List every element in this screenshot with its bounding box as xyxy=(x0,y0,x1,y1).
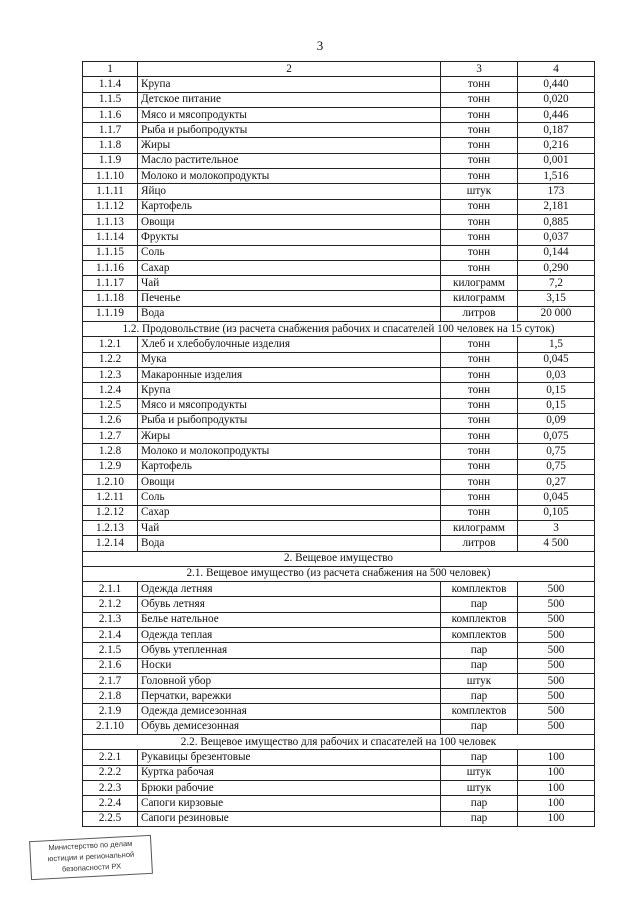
table-row xyxy=(83,811,595,826)
item-unit: тонн xyxy=(441,260,518,275)
item-quantity: 0,290 xyxy=(518,260,595,275)
item-unit: пар xyxy=(441,597,518,612)
item-unit: пар xyxy=(441,658,518,673)
table-row xyxy=(83,291,595,306)
item-unit: пар xyxy=(441,689,518,704)
item-number: 1.1.13 xyxy=(83,214,138,229)
item-name: Крупа xyxy=(138,77,441,92)
item-name: Сахар xyxy=(138,260,441,275)
item-quantity: 0,446 xyxy=(518,107,595,122)
item-quantity: 100 xyxy=(518,765,595,780)
table-row xyxy=(83,505,595,520)
item-number: 1.1.17 xyxy=(83,276,138,291)
item-name: Куртка рабочая xyxy=(138,765,441,780)
table-row xyxy=(83,306,595,321)
item-number: 1.1.12 xyxy=(83,199,138,214)
item-unit: тонн xyxy=(441,214,518,229)
item-name: Макаронные изделия xyxy=(138,367,441,382)
item-number: 2.1.2 xyxy=(83,597,138,612)
item-name: Детское питание xyxy=(138,92,441,107)
item-quantity: 100 xyxy=(518,796,595,811)
item-quantity: 0,144 xyxy=(518,245,595,260)
item-unit: тонн xyxy=(441,429,518,444)
item-unit: тонн xyxy=(441,367,518,382)
item-unit: килограмм xyxy=(441,276,518,291)
item-name: Брюки рабочие xyxy=(138,780,441,795)
item-number: 1.2.8 xyxy=(83,444,138,459)
item-quantity: 0,75 xyxy=(518,444,595,459)
table-row xyxy=(83,582,595,597)
item-name: Обувь летняя xyxy=(138,597,441,612)
item-number: 1.2.14 xyxy=(83,536,138,551)
item-name: Мука xyxy=(138,352,441,367)
table-row xyxy=(83,536,595,551)
item-unit: тонн xyxy=(441,230,518,245)
item-number: 1.1.4 xyxy=(83,77,138,92)
item-name: Яйцо xyxy=(138,184,441,199)
section-heading: 1.2. Продовольствие (из расчета снабжения рабочих и спасателей 100 человек на 15 суток) xyxy=(83,322,595,337)
item-quantity: 500 xyxy=(518,612,595,627)
stamp-line: юстиции и региональной xyxy=(47,849,135,864)
item-name: Вода xyxy=(138,306,441,321)
item-name: Перчатки, варежки xyxy=(138,689,441,704)
item-number: 1.2.5 xyxy=(83,398,138,413)
item-quantity: 173 xyxy=(518,184,595,199)
item-quantity: 0,09 xyxy=(518,413,595,428)
item-number: 2.1.9 xyxy=(83,704,138,719)
table-row xyxy=(83,383,595,398)
item-unit: тонн xyxy=(441,107,518,122)
item-unit: тонн xyxy=(441,153,518,168)
table-row xyxy=(83,444,595,459)
item-name: Рукавицы брезентовые xyxy=(138,750,441,765)
item-unit: штук xyxy=(441,673,518,688)
item-unit: литров xyxy=(441,306,518,321)
table-row xyxy=(83,490,595,505)
item-name: Головной убор xyxy=(138,673,441,688)
item-name: Белье нательное xyxy=(138,612,441,627)
item-name: Соль xyxy=(138,490,441,505)
item-number: 1.1.10 xyxy=(83,169,138,184)
item-quantity: 0,045 xyxy=(518,352,595,367)
item-quantity: 0,216 xyxy=(518,138,595,153)
item-quantity: 0,15 xyxy=(518,398,595,413)
item-number: 1.2.9 xyxy=(83,459,138,474)
header-col-2: 2 xyxy=(138,62,441,77)
item-unit: тонн xyxy=(441,123,518,138)
item-quantity: 100 xyxy=(518,811,595,826)
item-name: Мясо и мясопродукты xyxy=(138,107,441,122)
item-name: Одежда демисезонная xyxy=(138,704,441,719)
item-number: 2.1.3 xyxy=(83,612,138,627)
section-heading-row xyxy=(83,735,595,750)
table-row xyxy=(83,138,595,153)
item-name: Сапоги резиновые xyxy=(138,811,441,826)
item-unit: тонн xyxy=(441,459,518,474)
item-quantity: 7,2 xyxy=(518,276,595,291)
item-name: Овощи xyxy=(138,475,441,490)
item-unit: тонн xyxy=(441,505,518,520)
item-unit: литров xyxy=(441,536,518,551)
item-quantity: 0,037 xyxy=(518,230,595,245)
table-row xyxy=(83,459,595,474)
table-row xyxy=(83,597,595,612)
section-heading-row xyxy=(83,566,595,581)
item-unit: тонн xyxy=(441,77,518,92)
item-quantity: 500 xyxy=(518,689,595,704)
table-row xyxy=(83,352,595,367)
item-unit: тонн xyxy=(441,352,518,367)
table-row xyxy=(83,123,595,138)
item-name: Молоко и молокопродукты xyxy=(138,169,441,184)
table-row xyxy=(83,704,595,719)
item-number: 2.1.5 xyxy=(83,643,138,658)
item-quantity: 0,75 xyxy=(518,459,595,474)
item-name: Масло растительное xyxy=(138,153,441,168)
item-name: Картофель xyxy=(138,199,441,214)
item-unit: килограмм xyxy=(441,291,518,306)
table-row xyxy=(83,337,595,352)
item-unit: тонн xyxy=(441,475,518,490)
item-number: 1.1.15 xyxy=(83,245,138,260)
item-number: 1.2.4 xyxy=(83,383,138,398)
table-row xyxy=(83,184,595,199)
item-number: 1.1.16 xyxy=(83,260,138,275)
header-row xyxy=(83,62,595,77)
item-quantity: 100 xyxy=(518,780,595,795)
supply-table xyxy=(82,61,595,827)
item-number: 1.1.11 xyxy=(83,184,138,199)
item-quantity: 0,075 xyxy=(518,429,595,444)
item-unit: тонн xyxy=(441,413,518,428)
item-number: 2.2.2 xyxy=(83,765,138,780)
section-heading-row xyxy=(83,551,595,566)
table-row xyxy=(83,398,595,413)
item-unit: тонн xyxy=(441,398,518,413)
item-quantity: 500 xyxy=(518,643,595,658)
item-number: 1.2.10 xyxy=(83,475,138,490)
item-number: 2.2.4 xyxy=(83,796,138,811)
item-number: 1.2.6 xyxy=(83,413,138,428)
stamp-line: безопасности РХ xyxy=(61,861,122,874)
item-name: Обувь демисезонная xyxy=(138,719,441,734)
item-name: Печенье xyxy=(138,291,441,306)
item-number: 1.2.13 xyxy=(83,520,138,535)
item-number: 1.1.6 xyxy=(83,107,138,122)
item-name: Вода xyxy=(138,536,441,551)
item-quantity: 500 xyxy=(518,597,595,612)
item-name: Фрукты xyxy=(138,230,441,245)
item-name: Жиры xyxy=(138,429,441,444)
item-quantity: 500 xyxy=(518,673,595,688)
table-row xyxy=(83,367,595,382)
item-unit: штук xyxy=(441,765,518,780)
item-number: 1.1.9 xyxy=(83,153,138,168)
item-unit: тонн xyxy=(441,490,518,505)
table-row xyxy=(83,230,595,245)
table-row xyxy=(83,199,595,214)
header-col-4: 4 xyxy=(518,62,595,77)
section-heading: 2. Вещевое имущество xyxy=(83,551,595,566)
item-name: Чай xyxy=(138,276,441,291)
item-name: Рыба и рыбопродукты xyxy=(138,413,441,428)
table-row xyxy=(83,658,595,673)
table-row xyxy=(83,765,595,780)
item-name: Молоко и молокопродукты xyxy=(138,444,441,459)
item-number: 2.2.5 xyxy=(83,811,138,826)
item-name: Чай xyxy=(138,520,441,535)
stamp-line: Министерство по делам xyxy=(48,838,133,853)
table-row xyxy=(83,413,595,428)
item-number: 2.1.1 xyxy=(83,582,138,597)
table-row xyxy=(83,627,595,642)
item-quantity: 0,045 xyxy=(518,490,595,505)
item-name: Сахар xyxy=(138,505,441,520)
item-number: 1.2.12 xyxy=(83,505,138,520)
item-unit: пар xyxy=(441,811,518,826)
item-quantity: 500 xyxy=(518,627,595,642)
item-number: 2.1.7 xyxy=(83,673,138,688)
item-number: 1.2.3 xyxy=(83,367,138,382)
item-unit: тонн xyxy=(441,444,518,459)
item-name: Носки xyxy=(138,658,441,673)
item-unit: пар xyxy=(441,719,518,734)
item-unit: пар xyxy=(441,643,518,658)
item-quantity: 4 500 xyxy=(518,536,595,551)
header-col-3: 3 xyxy=(441,62,518,77)
item-name: Картофель xyxy=(138,459,441,474)
item-unit: комплектов xyxy=(441,582,518,597)
item-quantity: 0,03 xyxy=(518,367,595,382)
item-unit: тонн xyxy=(441,337,518,352)
table-row xyxy=(83,780,595,795)
table-row xyxy=(83,260,595,275)
item-quantity: 1,5 xyxy=(518,337,595,352)
item-quantity: 20 000 xyxy=(518,306,595,321)
header-col-1: 1 xyxy=(83,62,138,77)
item-quantity: 500 xyxy=(518,658,595,673)
item-quantity: 3,15 xyxy=(518,291,595,306)
section-heading: 2.1. Вещевое имущество (из расчета снабжения на 500 человек) xyxy=(83,566,595,581)
table-row xyxy=(83,92,595,107)
item-quantity: 100 xyxy=(518,750,595,765)
item-unit: тонн xyxy=(441,383,518,398)
table-row xyxy=(83,689,595,704)
item-quantity: 1,516 xyxy=(518,169,595,184)
item-quantity: 0,105 xyxy=(518,505,595,520)
item-quantity: 0,020 xyxy=(518,92,595,107)
item-number: 1.1.5 xyxy=(83,92,138,107)
item-number: 2.1.4 xyxy=(83,627,138,642)
item-quantity: 0,15 xyxy=(518,383,595,398)
item-number: 2.1.6 xyxy=(83,658,138,673)
table-body xyxy=(83,77,595,827)
table-row xyxy=(83,169,595,184)
item-quantity: 500 xyxy=(518,704,595,719)
item-unit: тонн xyxy=(441,92,518,107)
item-number: 1.2.2 xyxy=(83,352,138,367)
item-unit: штук xyxy=(441,780,518,795)
item-number: 2.2.1 xyxy=(83,750,138,765)
item-quantity: 0,001 xyxy=(518,153,595,168)
item-name: Жиры xyxy=(138,138,441,153)
item-quantity: 0,27 xyxy=(518,475,595,490)
item-quantity: 500 xyxy=(518,582,595,597)
table-row xyxy=(83,750,595,765)
table-row xyxy=(83,429,595,444)
item-number: 1.1.18 xyxy=(83,291,138,306)
item-unit: комплектов xyxy=(441,627,518,642)
item-number: 1.1.8 xyxy=(83,138,138,153)
registration-stamp xyxy=(29,835,153,880)
item-quantity: 0,187 xyxy=(518,123,595,138)
table-row xyxy=(83,107,595,122)
item-number: 1.1.19 xyxy=(83,306,138,321)
table-row xyxy=(83,276,595,291)
item-name: Одежда теплая xyxy=(138,627,441,642)
item-unit: тонн xyxy=(441,245,518,260)
item-quantity: 3 xyxy=(518,520,595,535)
item-unit: тонн xyxy=(441,199,518,214)
item-unit: тонн xyxy=(441,138,518,153)
item-quantity: 0,440 xyxy=(518,77,595,92)
table-row xyxy=(83,245,595,260)
item-number: 2.2.3 xyxy=(83,780,138,795)
item-quantity: 0,885 xyxy=(518,214,595,229)
item-name: Сапоги кирзовые xyxy=(138,796,441,811)
table-row xyxy=(83,475,595,490)
item-unit: килограмм xyxy=(441,520,518,535)
table-row xyxy=(83,796,595,811)
section-heading-row xyxy=(83,322,595,337)
table-row xyxy=(83,612,595,627)
item-number: 1.1.7 xyxy=(83,123,138,138)
item-unit: тонн xyxy=(441,169,518,184)
item-number: 2.1.8 xyxy=(83,689,138,704)
item-name: Рыба и рыбопродукты xyxy=(138,123,441,138)
item-number: 1.2.7 xyxy=(83,429,138,444)
item-number: 1.2.11 xyxy=(83,490,138,505)
table-row xyxy=(83,214,595,229)
item-unit: комплектов xyxy=(441,612,518,627)
item-number: 1.2.1 xyxy=(83,337,138,352)
item-quantity: 500 xyxy=(518,719,595,734)
table-row xyxy=(83,643,595,658)
table-row xyxy=(83,153,595,168)
item-name: Мясо и мясопродукты xyxy=(138,398,441,413)
item-number: 1.1.14 xyxy=(83,230,138,245)
table-row xyxy=(83,520,595,535)
item-name: Хлеб и хлебобулочные изделия xyxy=(138,337,441,352)
item-number: 2.1.10 xyxy=(83,719,138,734)
item-unit: комплектов xyxy=(441,704,518,719)
item-name: Крупа xyxy=(138,383,441,398)
item-name: Соль xyxy=(138,245,441,260)
table-row xyxy=(83,77,595,92)
item-unit: штук xyxy=(441,184,518,199)
section-heading: 2.2. Вещевое имущество для рабочих и спасателей на 100 человек xyxy=(83,735,595,750)
item-name: Овощи xyxy=(138,214,441,229)
page-number: 3 xyxy=(316,38,324,53)
item-name: Одежда летняя xyxy=(138,582,441,597)
item-quantity: 2,181 xyxy=(518,199,595,214)
table-row xyxy=(83,719,595,734)
table-row xyxy=(83,673,595,688)
item-unit: пар xyxy=(441,796,518,811)
item-unit: пар xyxy=(441,750,518,765)
item-name: Обувь утепленная xyxy=(138,643,441,658)
